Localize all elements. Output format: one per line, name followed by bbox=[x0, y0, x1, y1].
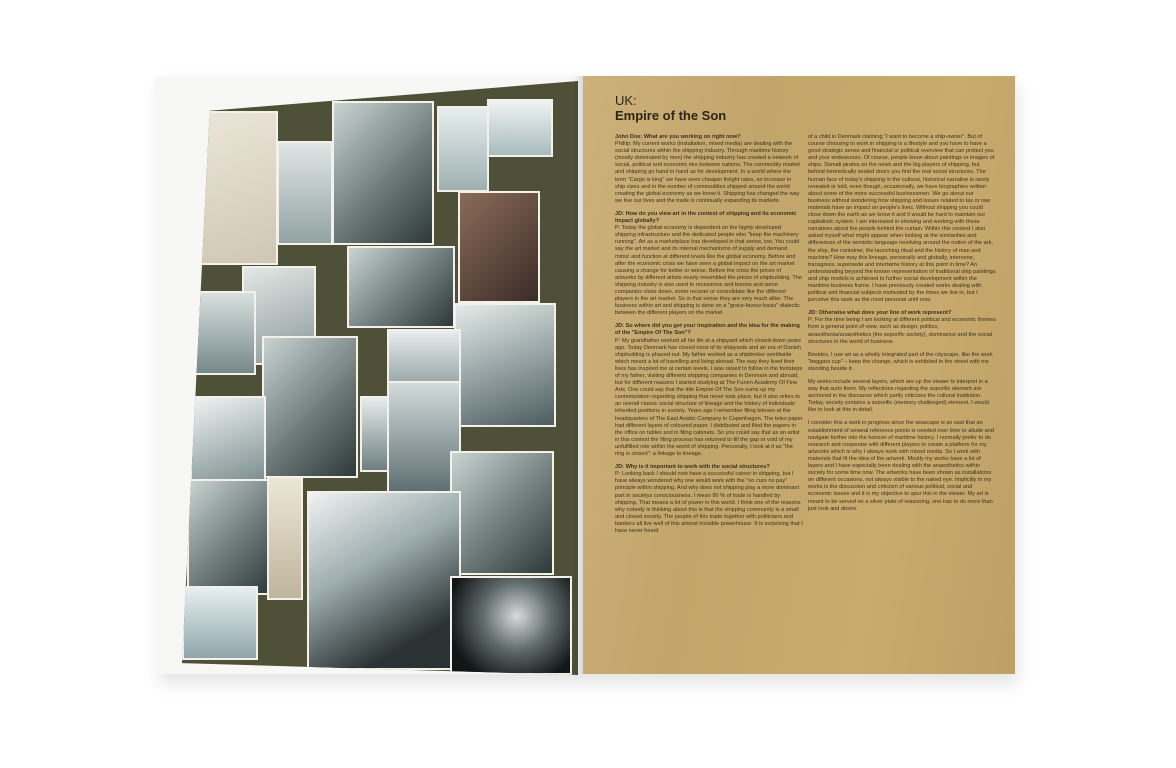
article-country: UK: bbox=[615, 93, 637, 108]
answer: P: Today the global economy is dependent on the highly developed shipping infrastructure and the dedicated people who "keep the machinery running". Art as a marketplace has developed in that sense, too. You could say the art market and its internal mechanisms of supply and demand mimic and function at different levels like the global economy. Before and after the economic crisis we have seen a global impact on the art market causing a change for better or worse. Before the crisis the prices of artworks by different artists nearly resembled the prices of shipbuilding. The shipping industry is also used to recessions and booms and some companies close down, some recover or consolidate like the different players in the art market. So in that sense they are very much alike. The business within art and shipping is done on a "grace-favour-basis" dialectic between the different players on the market. bbox=[615, 225, 802, 317]
paragraph bbox=[808, 420, 996, 512]
vintage-ship-photo bbox=[267, 476, 303, 600]
answer: P: For the time being I am looking at different political and economic themes from a general point of view, such as design, politics, anaesthesia/anaesthetics (the soporific society), dominance and the social structures in the world of business. bbox=[808, 317, 997, 345]
question: JD: How do you view art in the context of shipping and its economic impact globally? bbox=[615, 210, 797, 225]
text-column-left bbox=[615, 134, 803, 541]
sea-photo bbox=[182, 586, 258, 660]
question: John Doe: What are you working on right now? bbox=[615, 134, 741, 140]
article-title: Empire of the Son bbox=[615, 108, 727, 123]
answer: P: Looking back I should now have a successful career in shipping, but I have always wondered why one would work with the "no cure no pay" principle within shipping. And why does not shipping play a more dominant part in societys consciousness. I mean 90 % of trade is handled by shipping. That means a lot of power in this world. I think one of the reasons why nobody is thinking about this is that the shipping community is a small and closed society. The people of this trade together with politicians and bankers all live well of this almost invisible powerhouse. It is surprising that I have never heard bbox=[615, 471, 803, 534]
photo-collage bbox=[182, 81, 578, 675]
workers-photo bbox=[262, 336, 358, 478]
ship-small-photo bbox=[487, 99, 553, 157]
paragraph bbox=[615, 134, 803, 205]
answer: Besides, I use art as a wholly integrated part of the cityscape, like the work "beggars cup" – keep the change, which is exhibited in the street with me standing beside it. bbox=[808, 351, 993, 372]
hull-photo bbox=[307, 491, 461, 670]
question: JD: Otherwise what does your line of work represent? bbox=[808, 310, 952, 317]
ship-docks-photo bbox=[347, 246, 455, 328]
answer: P: My grandfather worked all his life at a shipyard which closed down years ago. Today Denmark has closed most of its shipyards and an era of Danish shipbuilding is phased out. My father worked as a shipbroker worldwide which meant a lot of travelling and living abroad. The way they lived their lives has inspired me at certain levels. I was raised to follow in the footsteps of my father, visiting different shipping companies in Denmark and abroad, but for different reasons I started studying at The Funen Academy Of Fine Arts. One could say that the title Empire Of The Son sums up my contemplation regarding shipping that never took place, but it also refers to an overall classic social structure of lineage and the history of individuals' inherited positions in society. Years ago I remember filing telexes at the headquarters of The East Asiatic Company in Copenhagen. The telex paper had different layers of coloured paper. I distributed and filed the papers in the office on tables and in filing cabinets. So you could say that as an artist in this context the filing process has returned to fill the gap or void of my unfulfilled role within the world of shipping. Personally, I look at it as "the ring is closed": a linkage to lineage. bbox=[615, 337, 803, 458]
paragraph bbox=[615, 464, 803, 535]
paragraph bbox=[808, 352, 996, 373]
harbor-photo bbox=[437, 106, 489, 192]
text-column-right bbox=[808, 134, 996, 519]
street-photo bbox=[277, 141, 333, 245]
question: JD: Why is it important to work with the social structures? bbox=[615, 464, 770, 471]
men-portraits-photo bbox=[454, 303, 556, 427]
right-page bbox=[583, 76, 1015, 674]
group-portrait-photo bbox=[458, 191, 540, 303]
battleship-photo bbox=[187, 479, 273, 595]
paragraph bbox=[808, 134, 996, 304]
factory-interior-photo bbox=[450, 451, 554, 575]
answer: My works include several layers, which are up the viewer to interpret in a way that suits them. My reflections regarding the soporific element are anchored in the discourse which partly criticizes the cultural institution. Today, society contains a soporific (memory challenged) element. I would like to look at this in detail. bbox=[808, 379, 989, 414]
crowd-photo bbox=[332, 101, 434, 245]
paragraph bbox=[808, 379, 996, 414]
paragraph bbox=[808, 310, 996, 345]
paragraph bbox=[615, 323, 803, 458]
answer: Phillip: My current works (installation, mixed media) are dealing with the social structures within the shipping industry. Through maritime history (mostly dominated by men) the shipping industry has created a network of social, political and economic ties between nations. The commodity market and shipping go hand in hand as for development. In a world where the term "Cargo is king" we have seen cheaper freight rates, an increase in ship sizes and in the number of commodities shipped around the world creating the global economy as we know it. Shipping has changed the way we live our lives and the trade is continually expanding its markets. bbox=[615, 141, 800, 204]
answer: I consider this a work in progress since the seascape is so vast that an establishment of several reference points is needed over time to allude and navigate further into the horizon of maritime history. I normally prefer to do research and cooperate with different players to create a platform for my artworks which is why I always work with mixed media. So I work with materials that fit the idea of the artwork. Mostly my works have a lot of layers and I have especially been dealing with the anaesthetics within society for some time now. The artworks have been shown as installations on different occasions, not always visible to the naked eye. Implicitly in my works is the discussion and criticism of various political, social and economic issues and it is my objective to spur this in the viewer. My art is meant to be served on a silver plate of reasoning, one has to do more than just look and desire. bbox=[808, 420, 994, 512]
tall-ship-photo bbox=[192, 291, 256, 375]
man-portrait-photo bbox=[450, 576, 572, 675]
airplane-photo bbox=[190, 396, 266, 482]
question: JD: So where did you get your inspiration and the idea for the making of the "Empire Of The Son"? bbox=[615, 323, 800, 337]
paragraph bbox=[615, 211, 803, 317]
article-heading bbox=[615, 93, 726, 123]
answer: of a child in Denmark claiming "I want to become a ship-owner". But of course choosing to work in shipping is a lifestyle and you have to have a good strategic sense and financial or political overview that can protect you and your endeavours. Of course, people know about paintings or images of ships. Somali pirates on the news and the big players of shipping, but behind hermetically sealed doors you find the real social structures. The human face of today's shipping in the cultural, historical narrative is rarely revealed or told, even though, occasionally, we have biographies written about some of the more successful businessmen. We go about our business without wondering how shipping and issues related to tax or raw materials have an impact on people's lives. Without shipping you could close down the earth as we know it and it would be hard to maintain our capitalistic system. I am interested in showing and working with these narratives about the people behind the curtain. Within this context I also asked myself what might appear when looking at the similarities and differences of the semiotic language revolving around the notion of the ark, the ship, the container, the launching ritual and the history of man and machine? How may this lineage, personally and globally, intervene, transgress, supersede and intertwine history at this point in time? An understanding beyond the known representation of traditional ship paintings and ship models is achieved to further social development within the maritime business frame. I have previously created works dealing with political and financial subjects motivated by the times we live in, but I perceive this work as the most personal until now. bbox=[808, 134, 996, 304]
